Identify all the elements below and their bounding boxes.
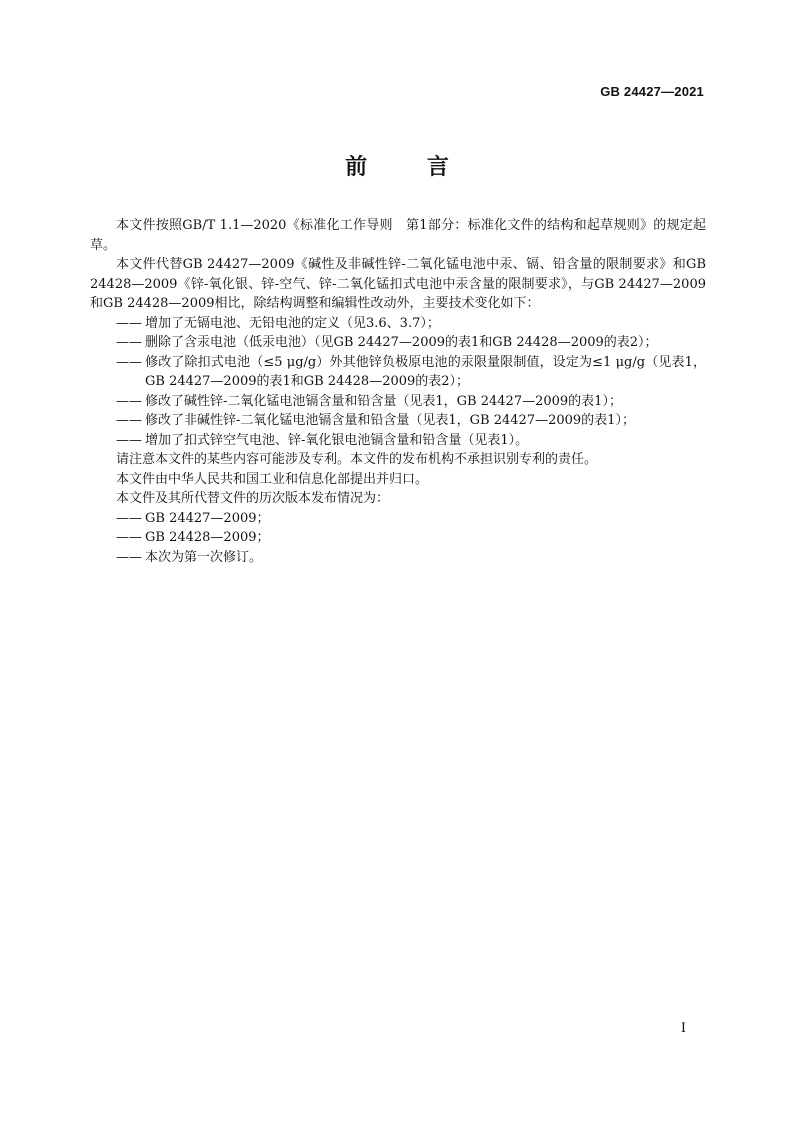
list-item-text: 删除了含汞电池（低汞电池）（见GB 24427—2009的表1和GB 24428—2009的表2）； <box>145 335 658 350</box>
page-number: I <box>680 1021 686 1036</box>
list-item <box>90 314 706 334</box>
list-item <box>90 431 706 451</box>
dash-marker: —— <box>116 530 142 545</box>
foreword-body <box>90 216 706 567</box>
list-item-text: 增加了无镉电池、无铅电池的定义（见3.6、3.7）； <box>145 315 440 331</box>
technical-changes-list <box>90 314 706 451</box>
list-item-text: 增加了扣式锌空气电池、锌-氧化银电池镉含量和铅含量（见表1）。 <box>145 432 529 448</box>
list-item <box>90 392 706 412</box>
list-item <box>90 333 706 353</box>
dash-marker: —— <box>116 335 142 350</box>
standard-code: GB 24427—2021 <box>600 84 704 99</box>
list-item-text: 修改了非碱性锌-二氧化锰电池镉含量和铅含量（见表1，GB 24427—2009的表1）； <box>145 413 635 428</box>
list-item <box>90 548 706 568</box>
version-history-list <box>90 509 706 568</box>
paragraph-history-intro: 本文件及其所代替文件的历次版本发布情况为： <box>116 491 390 506</box>
paragraph-drafting-rules: 本文件按照GB/T 1.1—2020《标准化工作导则 第1部分：标准化文件的结构和起草规则》的规定起草。 <box>90 218 706 253</box>
list-item-text: 本次为第一次修订。 <box>145 549 263 565</box>
list-item <box>90 528 706 548</box>
dash-marker: —— <box>116 393 142 409</box>
dash-marker: —— <box>116 315 142 331</box>
list-item-text: 修改了除扣式电池（≤5 μg/g）外其他锌负极原电池的汞限量限制值，设定为≤1 μg/g（见表1，GB 24427—2009的表1和GB 24428—2009的表2）； <box>145 354 706 389</box>
list-item-text: 修改了碱性锌-二氧化锰电池镉含量和铅含量（见表1，GB 24427—2009的表1）； <box>145 393 622 409</box>
list-item-text: GB 24428—2009； <box>145 530 270 545</box>
dash-marker: —— <box>116 432 142 448</box>
dash-marker: —— <box>116 510 142 526</box>
page-title: 前 言 <box>345 155 475 180</box>
list-item-text: GB 24427—2009； <box>145 510 270 526</box>
paragraph-patent-notice: 请注意本文件的某些内容可能涉及专利。本文件的发布机构不承担识别专利的责任。 <box>116 452 598 467</box>
dash-marker: —— <box>116 354 142 370</box>
list-item <box>90 509 706 529</box>
paragraph-replacement: 本文件代替GB 24427—2009《碱性及非碱性锌-二氧化锰电池中汞、镉、铅含量的限制要求》和GB 24428—2009《锌-氧化银、锌-空气、锌-二氧化锰扣式电池中汞含量的限制要求》，与GB 24427—2009和GB 24428—2009相比，除结构调整和编辑性改动外，主要技术变化如下： <box>90 257 706 311</box>
dash-marker: —— <box>116 549 142 565</box>
paragraph-proposer: 本文件由中华人民共和国工业和信息化部提出并归口。 <box>116 471 429 487</box>
list-item <box>90 411 706 431</box>
dash-marker: —— <box>116 413 142 428</box>
list-item <box>90 353 706 392</box>
